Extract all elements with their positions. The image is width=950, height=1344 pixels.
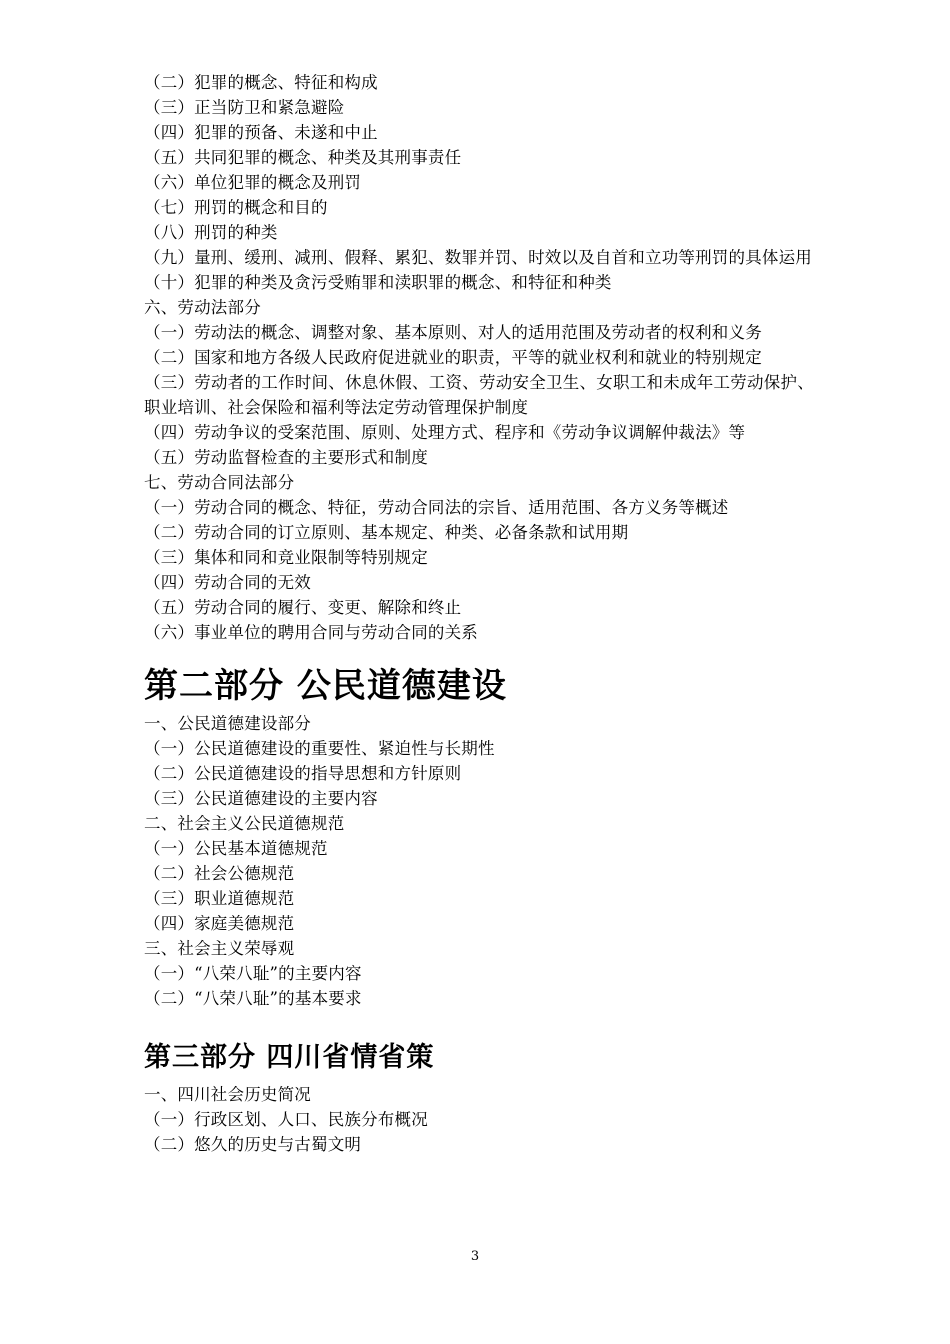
outline-item: （五）共同犯罪的概念、种类及其刑事责任	[144, 148, 462, 167]
outline-item: （一）劳动合同的概念、特征，劳动合同法的宗旨、适用范围、各方义务等概述	[144, 498, 729, 517]
page-number: 3	[470, 1249, 480, 1264]
outline-item: （三）职业道德规范	[144, 889, 295, 908]
outline-item: （八）刑罚的种类	[144, 223, 278, 242]
outline-item: （五）劳动监督检查的主要形式和制度	[144, 448, 428, 467]
outline-heading: 七、劳动合同法部分	[144, 473, 295, 492]
outline-item: （六）事业单位的聘用合同与劳动合同的关系	[144, 623, 478, 642]
outline-heading: 一、公民道德建设部分	[144, 714, 311, 733]
outline-item: （二）“八荣八耻”的基本要求	[144, 989, 362, 1008]
outline-item: （四）犯罪的预备、未遂和中止	[144, 123, 378, 142]
outline-item: （六）单位犯罪的概念及刑罚	[144, 173, 362, 192]
outline-item: （二）劳动合同的订立原则、基本规定、种类、必备条款和试用期	[144, 523, 629, 542]
outline-item: （四）劳动争议的受案范围、原则、处理方式、程序和《劳动争议调解仲裁法》等	[144, 423, 746, 442]
outline-item: （一）公民基本道德规范	[144, 839, 328, 858]
outline-item: （十）犯罪的种类及贪污受贿罪和渎职罪的概念、和特征和种类	[144, 273, 612, 292]
outline-item: （二）社会公德规范	[144, 864, 295, 883]
outline-item: （四）劳动合同的无效	[144, 573, 311, 592]
outline-item: （九）量刑、缓刑、减刑、假释、累犯、数罪并罚、时效以及自首和立功等刑罚的具体运用	[144, 248, 812, 267]
outline-item: （二）犯罪的概念、特征和构成	[144, 73, 378, 92]
outline-item: （二）国家和地方各级人民政府促进就业的职责，平等的就业权利和就业的特别规定	[144, 348, 762, 367]
outline-item: （七）刑罚的概念和目的	[144, 198, 328, 217]
outline-item: （三）劳动者的工作时间、休息休假、工资、劳动安全卫生、女职工和未成年工劳动保护、职业培训、社会保险和福利等法定劳动管理保护制度	[144, 373, 814, 417]
outline-heading: 一、四川社会历史简况	[144, 1085, 311, 1104]
page-content	[144, 70, 814, 1157]
outline-item: （四）家庭美德规范	[144, 914, 295, 933]
section-title-part-two: 第二部分 公民道德建设	[144, 666, 507, 706]
outline-item: （三）正当防卫和紧急避险	[144, 98, 345, 117]
outline-item: （二）公民道德建设的指导思想和方针原则	[144, 764, 462, 783]
outline-item: （一）劳动法的概念、调整对象、基本原则、对人的适用范围及劳动者的权利和义务	[144, 323, 762, 342]
outline-heading: 六、劳动法部分	[144, 298, 261, 317]
outline-item: （一）“八荣八耻”的主要内容	[144, 964, 362, 983]
outline-heading: 三、社会主义荣辱观	[144, 939, 295, 958]
outline-item: （五）劳动合同的履行、变更、解除和终止	[144, 598, 462, 617]
outline-item: （一）公民道德建设的重要性、紧迫性与长期性	[144, 739, 495, 758]
outline-item: （三）集体和同和竞业限制等特别规定	[144, 548, 428, 567]
section-title-part-three: 第三部分 四川省情省策	[144, 1042, 435, 1073]
outline-heading: 二、社会主义公民道德规范	[144, 814, 345, 833]
outline-item: （二）悠久的历史与古蜀文明	[144, 1135, 362, 1154]
outline-item: （三）公民道德建设的主要内容	[144, 789, 378, 808]
outline-item: （一）行政区划、人口、民族分布概况	[144, 1110, 428, 1129]
